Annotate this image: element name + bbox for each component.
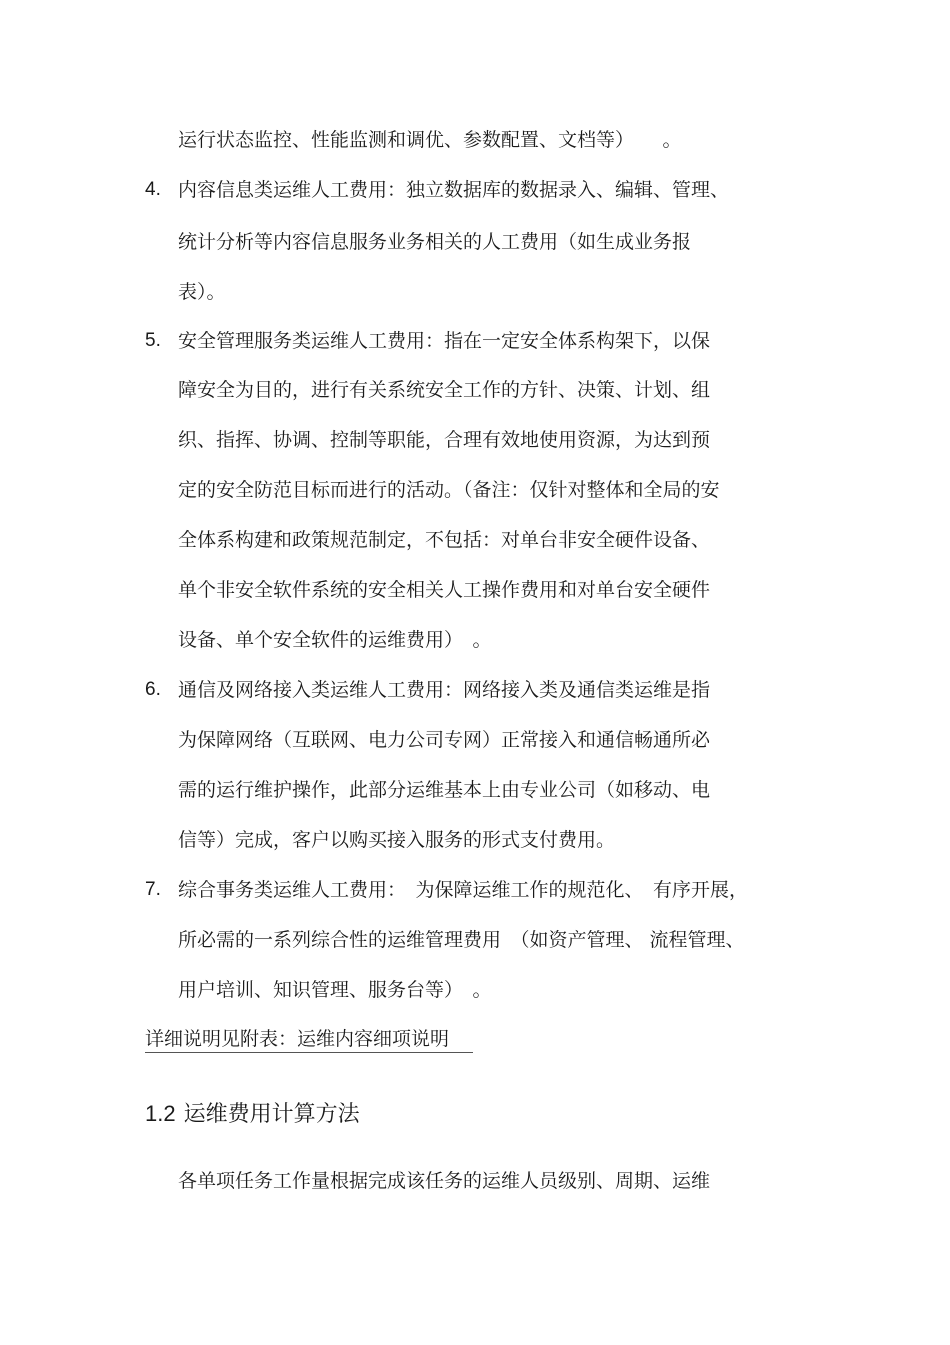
- list-number: 7.: [145, 879, 161, 900]
- list-item-line: 内容信息类运维人工费用：独立数据库的数据录入、编辑、管理、: [178, 179, 730, 201]
- section-heading: [145, 1099, 360, 1130]
- list-item-line: 安全管理服务类运维人工费用：指在一定安全体系构架下，以保: [178, 330, 711, 352]
- list-item-line: 单个非安全软件系统的安全相关人工操作费用和对单台安全硬件: [178, 579, 711, 601]
- list-item-line: 所必需的一系列综合性的运维管理费用 （如资产管理、 流程管理、: [178, 929, 745, 951]
- list-item-line: 统计分析等内容信息服务业务相关的人工费用（如生成业务报: [178, 231, 692, 253]
- list-item-line: 通信及网络接入类运维人工费用：网络接入类及通信类运维是指: [178, 679, 711, 701]
- list-item-line: 设备、单个安全软件的运维费用） 。: [178, 629, 492, 651]
- list-item-line: 表）。: [178, 281, 226, 303]
- list-item-line: 为保障网络（互联网、电力公司专网）正常接入和通信畅通所必: [178, 729, 711, 751]
- list-number: 6.: [145, 679, 161, 700]
- section-title: 运维费用计算方法: [183, 1102, 360, 1127]
- appendix-link[interactable]: 详细说明见附表：运维内容细项说明: [145, 1026, 473, 1053]
- list-item-line: 需的运行维护操作，此部分运维基本上由专业公司（如移动、电: [178, 779, 711, 801]
- list-item-line: 定的安全防范目标而进行的活动。（备注：仅针对整体和全局的安: [178, 479, 720, 501]
- list-item-line: 综合事务类运维人工费用： 为保障运维工作的规范化、 有序开展，: [178, 879, 749, 901]
- list-item-line: 障安全为目的，进行有关系统安全工作的方针、决策、计划、组: [178, 379, 711, 401]
- list-item-line: 织、指挥、协调、控制等职能，合理有效地使用资源，为达到预: [178, 429, 711, 451]
- list-item-line: 全体系构建和政策规范制定，不包括：对单台非安全硬件设备、: [178, 529, 711, 551]
- list-number: 4.: [145, 179, 161, 200]
- section-body-line: 各单项任务工作量根据完成该任务的运维人员级别、周期、运维: [178, 1170, 711, 1192]
- section-number: 1.2: [145, 1101, 176, 1126]
- list-item-line: 用户培训、知识管理、服务台等） 。: [178, 979, 492, 1001]
- list-item-line: 信等）完成，客户以购买接入服务的形式支付费用。: [178, 829, 616, 851]
- intro-line: 运行状态监控、性能监测和调优、参数配置、文档等） 。: [178, 129, 682, 151]
- list-number: 5.: [145, 330, 161, 351]
